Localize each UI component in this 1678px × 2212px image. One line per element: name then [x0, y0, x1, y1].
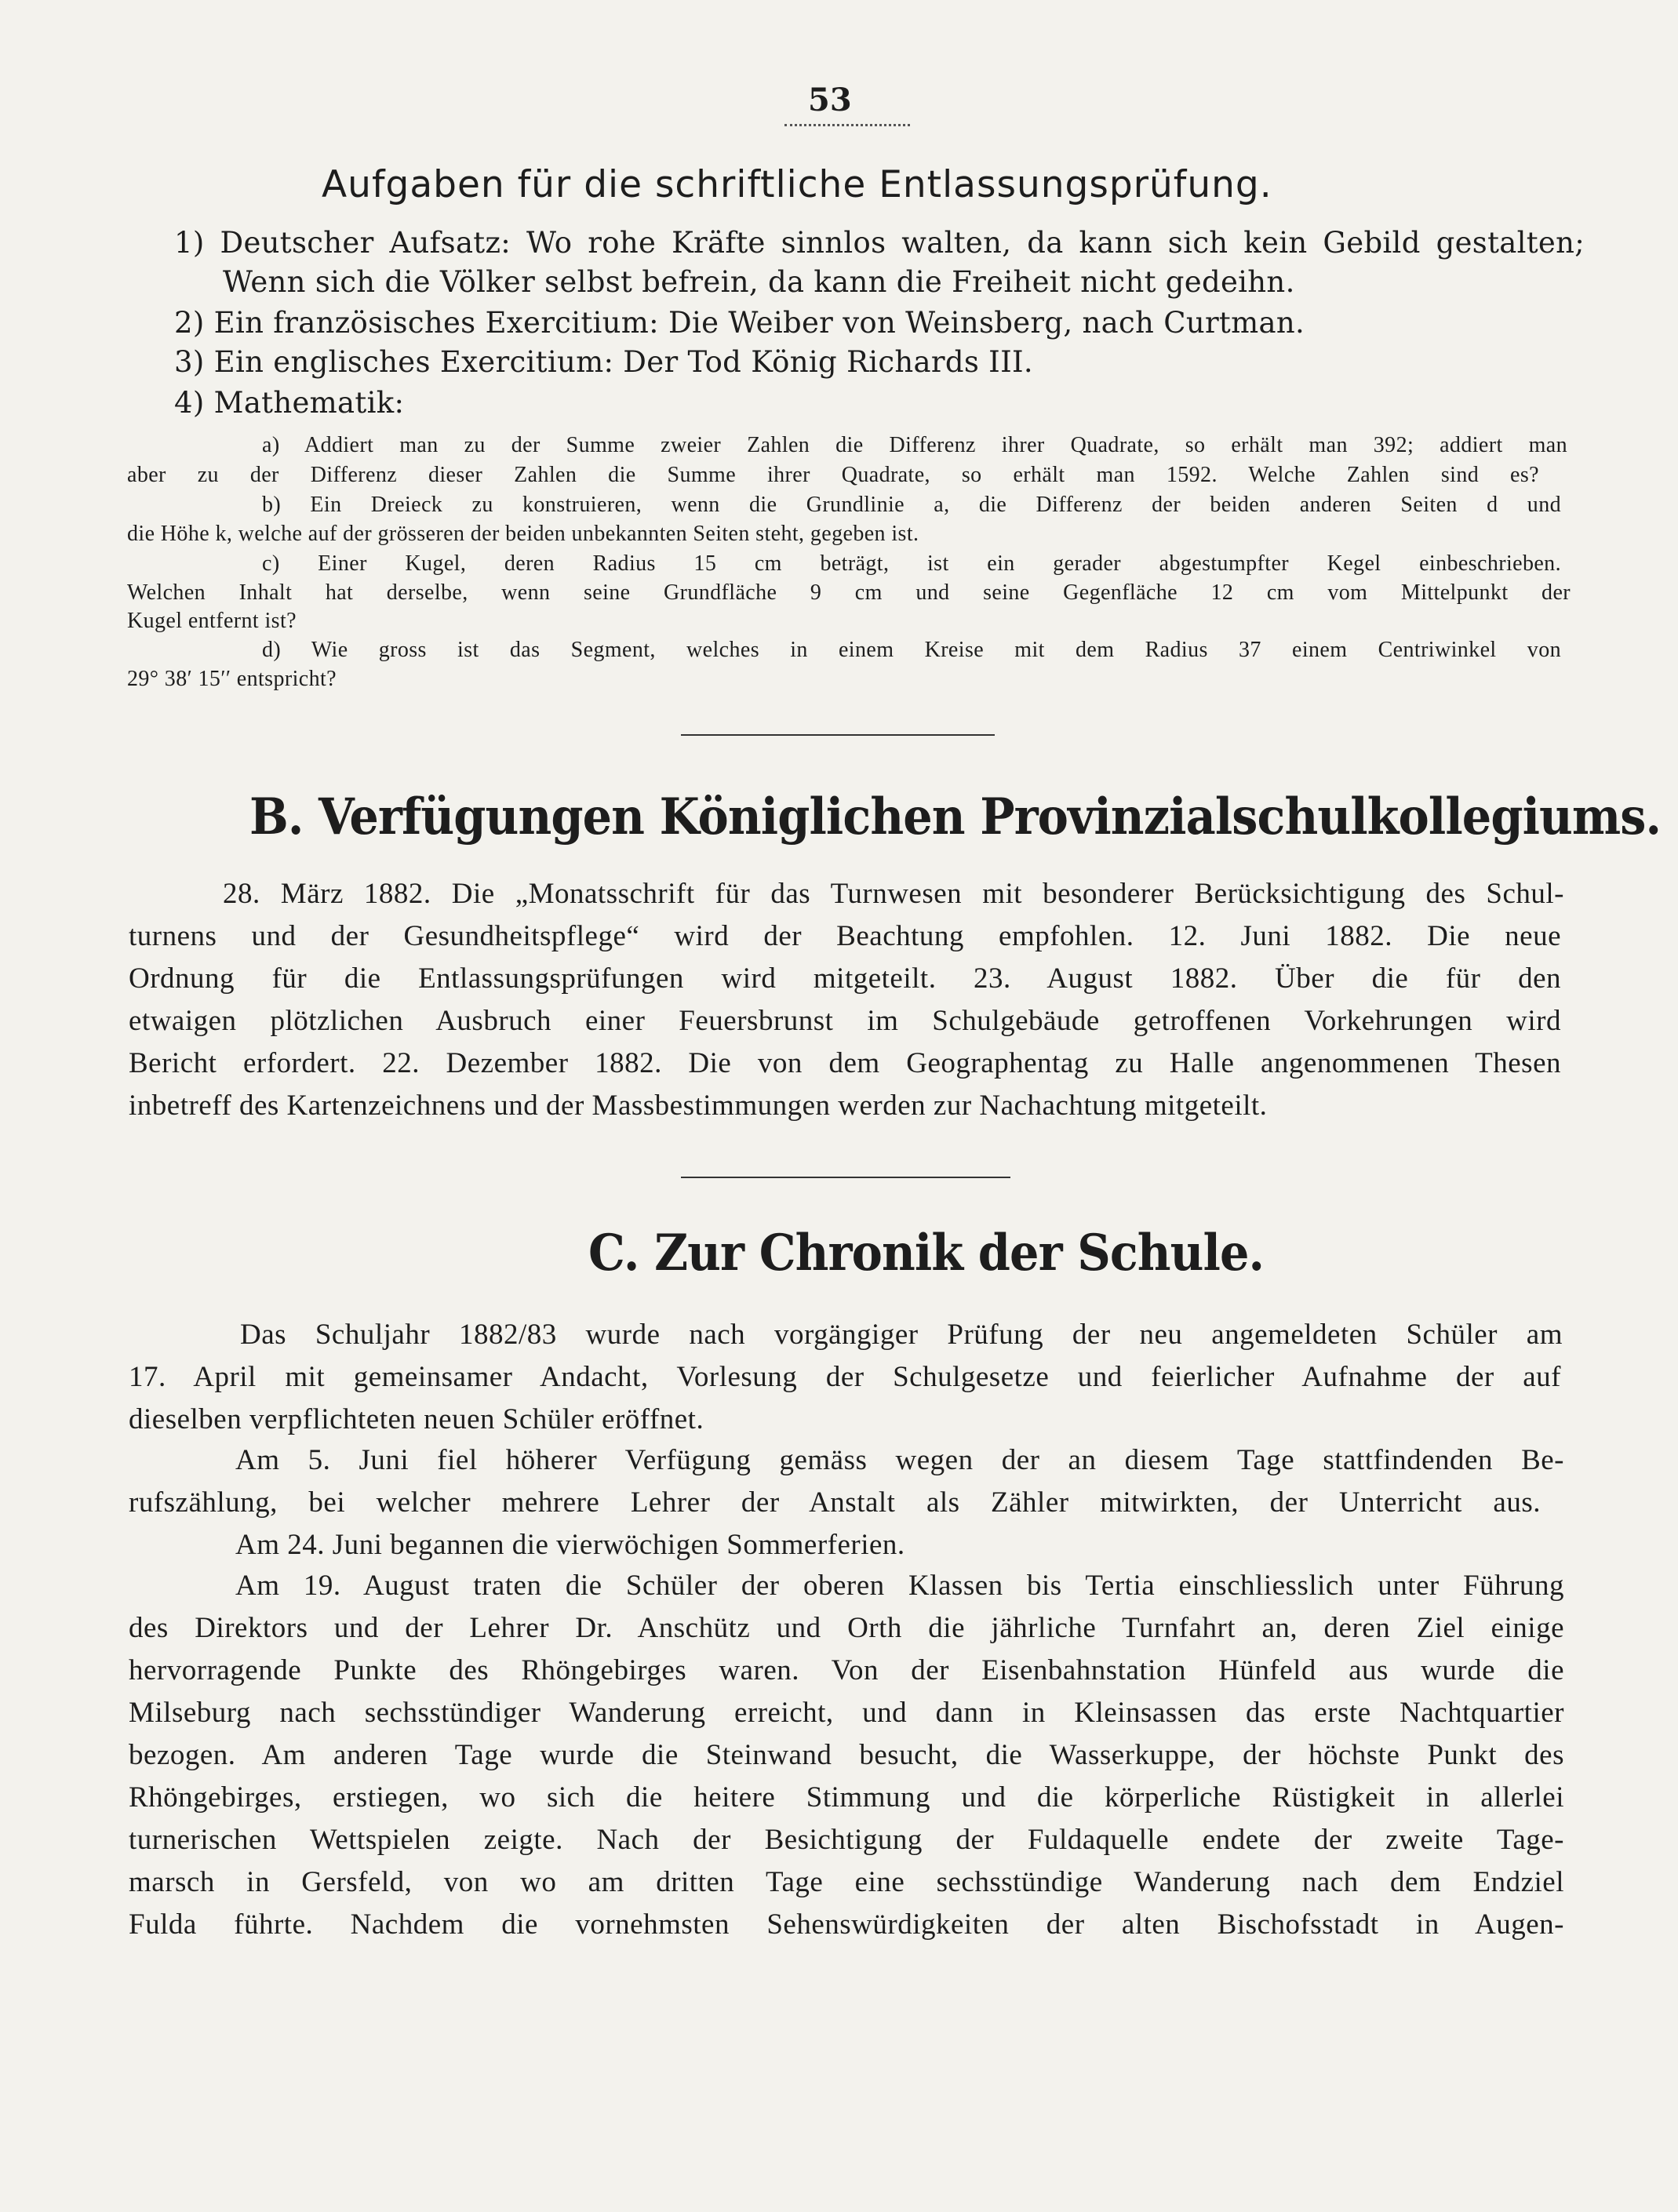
paragraph-line: 28. März 1882. Die „Monatsschrift für das Turnwesen mit besonderer Berücksichtigung des Schul- — [223, 878, 1564, 910]
paragraph-line: turnens und der Gesundheitspflege“ wird der Beachtung empfohlen. 12. Juni 1882. Die neue — [129, 920, 1561, 952]
task-2: 2) Ein französisches Exercitium: Die Weiber von Weinsberg, nach Curtman. — [174, 306, 1305, 340]
paragraph-line: turnerischen Wettspielen zeigte. Nach der Besichtigung der Fuldaquelle endete der zweite Tage- — [129, 1824, 1564, 1856]
paragraph-line: Am 24. Juni begannen die vierwöchigen Sommerferien. — [235, 1529, 905, 1561]
paragraph-line: hervorragende Punkte des Rhöngebirges waren. Von der Eisenbahnstation Hünfeld aus wurde die — [129, 1654, 1564, 1686]
task-3: 3) Ein englisches Exercitium: Der Tod König Richards III. — [174, 345, 1033, 379]
paragraph-line: Fulda führte. Nachdem die vornehmsten Sehenswürdigkeiten der alten Bischofsstadt in Augen- — [129, 1908, 1564, 1941]
section-divider — [681, 1177, 1010, 1178]
paragraph-line: rufszählung, bei welcher mehrere Lehrer der Anstalt als Zähler mitwirkten, der Unterricht aus. — [129, 1486, 1541, 1519]
paragraph-line: inbetreff des Kartenzeichnens und der Massbestimmungen werden zur Nachachtung mitgeteilt. — [129, 1090, 1268, 1122]
page-number: 53 — [808, 82, 852, 118]
math-line: Kugel entfernt ist? — [127, 609, 297, 633]
task-1-line-2: Wenn sich die Völker selbst befrein, da kann die Freiheit nicht gedeihn. — [223, 265, 1295, 299]
paragraph-line: etwaigen plötzlichen Ausbruch einer Feuersbrunst im Schulgebäude getroffenen Vorkehrungen wird — [129, 1005, 1561, 1037]
paragraph-line: 17. April mit gemeinsamer Andacht, Vorlesung der Schulgesetze und feierlicher Aufnahme der auf — [129, 1361, 1561, 1393]
math-line: Welchen Inhalt hat derselbe, wenn seine Grundfläche 9 cm und seine Gegenfläche 12 cm vom Mittelpunkt der — [127, 580, 1571, 605]
section-b-title: B. Verfügungen Königlichen Provinzialschulkollegiums. — [249, 788, 1662, 846]
math-line: a) Addiert man zu der Summe zweier Zahlen die Differenz ihrer Quadrate, so erhält man 392; addiert man — [262, 433, 1567, 457]
paragraph-line: bezogen. Am anderen Tage wurde die Steinwand besucht, die Wasserkuppe, der höchste Punkt des — [129, 1739, 1564, 1771]
paragraph-line: Am 19. August traten die Schüler der oberen Klassen bis Tertia einschliesslich unter Führung — [235, 1570, 1564, 1602]
math-line: c) Einer Kugel, deren Radius 15 cm beträgt, ist ein gerader abgestumpfter Kegel einbeschrieben. — [262, 551, 1561, 576]
paragraph-line: Das Schuljahr 1882/83 wurde nach vorgängiger Prüfung der neu angemeldeten Schüler am — [240, 1319, 1563, 1351]
paragraph-line: Milseburg nach sechsstündiger Wanderung erreicht, und dann in Kleinsassen das erste Nachtquartier — [129, 1697, 1564, 1729]
math-line: aber zu der Differenz dieser Zahlen die Summe ihrer Quadrate, so erhält man 1592. Welche Zahlen sind es? — [127, 463, 1539, 487]
math-line: 29° 38′ 15′′ entspricht? — [127, 667, 337, 691]
paragraph-line: marsch in Gersfeld, von wo am dritten Tage eine sechsstündige Wanderung nach dem Endziel — [129, 1866, 1564, 1898]
math-line: d) Wie gross ist das Segment, welches in einem Kreise mit dem Radius 37 einem Centriwinkel von — [262, 638, 1561, 662]
section-c-title: C. Zur Chronik der Schule. — [588, 1224, 1265, 1282]
paragraph-line: des Direktors und der Lehrer Dr. Anschütz und Orth die jährliche Turnfahrt an, deren Ziel einige — [129, 1612, 1564, 1644]
section-a-title: Aufgaben für die schriftliche Entlassungsprüfung. — [322, 163, 1272, 206]
section-divider — [681, 734, 995, 736]
math-line: b) Ein Dreieck zu konstruieren, wenn die Grundlinie a, die Differenz der beiden anderen Seiten d und — [262, 493, 1561, 517]
paragraph-line: dieselben verpflichteten neuen Schüler eröffnet. — [129, 1403, 704, 1435]
paragraph-line: Ordnung für die Entlassungsprüfungen wird mitgeteilt. 23. August 1882. Über die für den — [129, 962, 1561, 995]
paragraph-line: Am 5. Juni fiel höherer Verfügung gemäss wegen der an diesem Tage stattfindenden Be- — [235, 1444, 1564, 1476]
math-line: die Höhe k, welche auf der grösseren der beiden unbekannten Seiten steht, gegeben ist. — [127, 522, 919, 546]
task-1-line-1: 1) Deutscher Aufsatz: Wo rohe Kräfte sinnlos walten, da kann sich kein Gebild gestalten; — [174, 226, 1585, 260]
ornament-divider — [784, 116, 910, 126]
task-4: 4) Mathematik: — [174, 386, 405, 420]
paragraph-line: Rhöngebirges, erstiegen, wo sich die heitere Stimmung und die körperliche Rüstigkeit in allerlei — [129, 1781, 1564, 1814]
paragraph-line: Bericht erfordert. 22. Dezember 1882. Die von dem Geographentag zu Halle angenommenen Thesen — [129, 1047, 1561, 1079]
